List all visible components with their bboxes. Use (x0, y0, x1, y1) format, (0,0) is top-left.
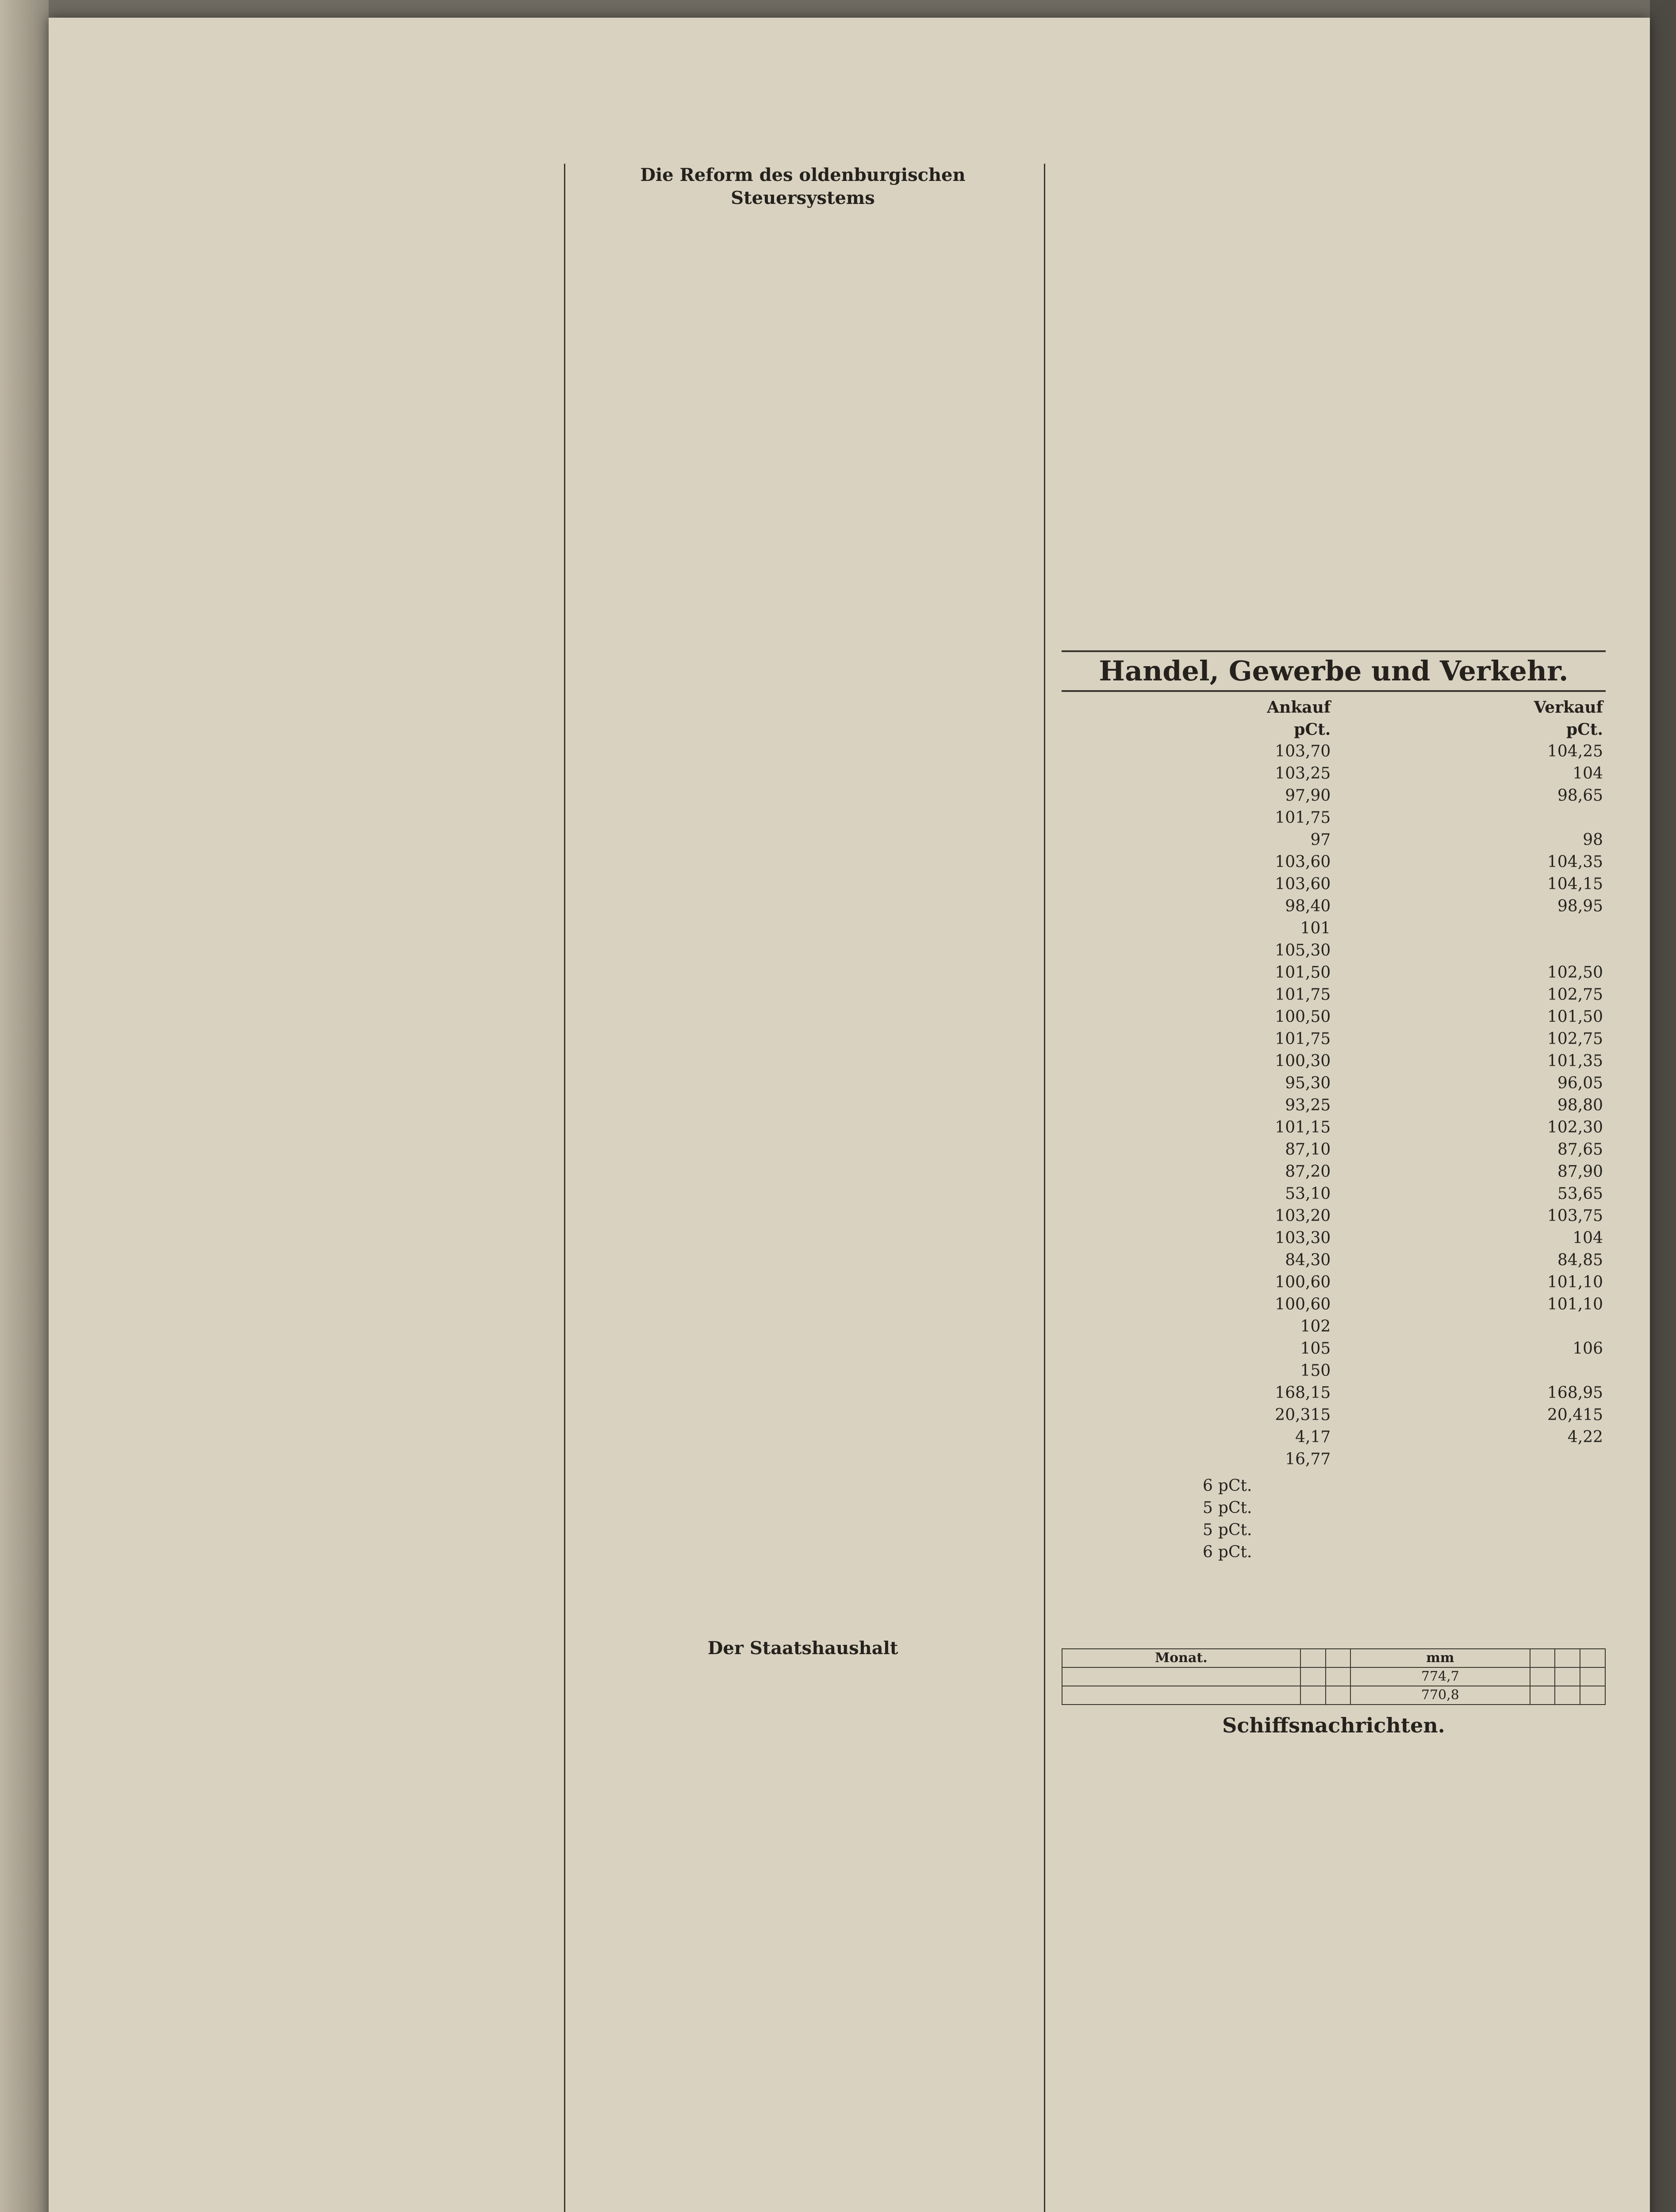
kurs-ankauf: 101,50 (1275, 964, 1331, 982)
kurs-row (1062, 1360, 1606, 1382)
weather-header-cell (1580, 1649, 1605, 1667)
kurs-verkauf: 98 (1583, 831, 1603, 849)
kurs-security (1062, 763, 1081, 785)
kurs-verkauf: 102,30 (1547, 1118, 1603, 1137)
kurs-security (1062, 785, 1081, 807)
weather-cell (1555, 1686, 1580, 1705)
kurs-ankauf: 103,70 (1275, 742, 1331, 760)
bank-rate-value: 5 (1203, 1499, 1213, 1517)
kurs-ankauf: 98,40 (1285, 897, 1331, 915)
kursbericht-table (1062, 696, 1606, 1471)
kurs-ankauf: 102 (1300, 1317, 1331, 1336)
bank-rate-row (1062, 1519, 1606, 1541)
kurs-verkauf: 98,95 (1557, 897, 1603, 915)
kurs-verkauf (1333, 807, 1606, 829)
weather-cell (1062, 1667, 1300, 1686)
kurs-header-verkauf: Verkauf (1534, 698, 1603, 717)
kurs-ankauf: 105 (1300, 1340, 1331, 1358)
kurs-ankauf: 101,15 (1275, 1118, 1331, 1137)
kurs-security (1062, 1249, 1081, 1271)
weather-header-cell (1300, 1649, 1326, 1667)
kurs-ankauf: 103,30 (1275, 1229, 1331, 1247)
unreadable-text (1062, 164, 1606, 349)
kurs-verkauf: 98,65 (1557, 787, 1603, 805)
headline-steuerreform: Die Reform des oldenburgischen Steuersystems (640, 165, 966, 208)
kurs-ankauf: 87,10 (1285, 1141, 1331, 1159)
kurs-row (1062, 1382, 1606, 1404)
kurs-row (1062, 918, 1606, 940)
kurs-verkauf: 102,75 (1547, 986, 1603, 1004)
kurs-security (1062, 1028, 1081, 1050)
kurs-ankauf: 84,30 (1285, 1251, 1331, 1269)
kurs-ankauf: 100,30 (1275, 1052, 1331, 1070)
kurs-verkauf: 102,50 (1547, 964, 1603, 982)
kurs-ankauf: 97 (1310, 831, 1331, 849)
weather-cell (1530, 1686, 1555, 1705)
kurs-ankauf: 103,20 (1275, 1207, 1331, 1225)
kurs-security (1062, 1183, 1081, 1205)
kurs-security (1062, 1404, 1081, 1426)
kurs-ankauf: 101,75 (1275, 1030, 1331, 1048)
kurs-verkauf: 104 (1572, 1229, 1603, 1247)
kurs-verkauf: 4,22 (1567, 1428, 1603, 1446)
bank-rate-row (1062, 1497, 1606, 1519)
newspaper-page (49, 18, 1650, 2212)
weather-cell: 770,8 (1350, 1686, 1530, 1705)
kurs-ankauf: 93,25 (1285, 1096, 1331, 1114)
kurs-security (1062, 1271, 1081, 1294)
kurs-verkauf: 84,85 (1557, 1251, 1603, 1269)
bank-rate-unit: pCt. (1218, 1521, 1252, 1539)
kurs-verkauf (1333, 940, 1606, 962)
kurs-verkauf: 106 (1572, 1340, 1603, 1358)
kurs-row (1062, 1249, 1606, 1271)
kurs-header-security (1062, 696, 1081, 718)
kurs-ankauf: 16,77 (1285, 1450, 1331, 1468)
kurs-verkauf: 101,35 (1547, 1052, 1603, 1070)
column-1 (102, 164, 548, 2212)
kurs-verkauf: 104,35 (1547, 853, 1603, 871)
kurs-row (1062, 1183, 1606, 1205)
weather-cell (1300, 1686, 1326, 1705)
kurs-verkauf: 104 (1572, 764, 1603, 783)
kurs-row (1062, 1271, 1606, 1294)
kurs-row (1062, 785, 1606, 807)
kurs-security (1062, 1117, 1081, 1139)
kurs-ankauf: 87,20 (1285, 1163, 1331, 1181)
kurs-ankauf: 53,10 (1285, 1185, 1331, 1203)
kurs-header-row (1062, 696, 1606, 718)
kurs-security (1062, 940, 1081, 962)
kurs-security (1062, 1139, 1081, 1161)
kurs-ankauf: 100,50 (1275, 1008, 1331, 1026)
kurs-row (1062, 829, 1606, 851)
kurs-security (1062, 1161, 1081, 1183)
kurs-ankauf: 150 (1300, 1362, 1331, 1380)
weather-header-cell: mm (1350, 1649, 1530, 1667)
column-2 (579, 164, 1026, 2212)
kurs-unit-ankauf: pCt. (1294, 720, 1331, 739)
kurs-verkauf: 102,75 (1547, 1030, 1603, 1048)
kurs-units-row (1062, 718, 1606, 741)
kurs-ankauf: 168,15 (1275, 1384, 1331, 1402)
kurs-ankauf: 103,25 (1275, 764, 1331, 783)
kurs-row (1062, 984, 1606, 1006)
headline-staatshaushalt: Der Staatshaushalt (707, 1638, 898, 1659)
kurs-unit-verkauf: pCt. (1566, 720, 1603, 739)
kurs-ankauf: 103,60 (1275, 875, 1331, 893)
kurs-security (1062, 918, 1081, 940)
kurs-security (1062, 962, 1081, 984)
kurs-security (1062, 741, 1081, 763)
weather-table (1062, 1648, 1606, 1705)
kurs-row (1062, 962, 1606, 984)
kurs-ankauf: 101,75 (1275, 809, 1331, 827)
bank-rate-unit: pCt. (1218, 1477, 1252, 1495)
kurs-ankauf: 105,30 (1275, 941, 1331, 960)
kurs-security (1062, 1448, 1081, 1471)
column-rule (1044, 164, 1045, 2212)
weather-cell (1580, 1667, 1605, 1686)
kurs-body (1062, 741, 1606, 1471)
kurs-verkauf: 101,10 (1547, 1273, 1603, 1291)
kurs-row (1062, 1072, 1606, 1094)
kurs-verkauf: 168,95 (1547, 1384, 1603, 1402)
kurs-row (1062, 1117, 1606, 1139)
kurs-row (1062, 1139, 1606, 1161)
kurs-security (1062, 1050, 1081, 1072)
bank-rates-table (1062, 1475, 1606, 1563)
kurs-row (1062, 1006, 1606, 1028)
kurs-ankauf: 20,315 (1275, 1406, 1331, 1424)
weather-header-cell: Monat. (1062, 1649, 1300, 1667)
kurs-row (1062, 1028, 1606, 1050)
kurs-ankauf: 97,90 (1285, 787, 1331, 805)
weather-cell: 774,7 (1350, 1667, 1530, 1686)
kurs-verkauf (1333, 1316, 1606, 1338)
weather-row (1062, 1667, 1605, 1686)
kurs-row (1062, 807, 1606, 829)
kurs-security (1062, 1006, 1081, 1028)
kurs-verkauf: 104,15 (1547, 875, 1603, 893)
kurs-row (1062, 1050, 1606, 1072)
kurs-security (1062, 1072, 1081, 1094)
kurs-security (1062, 1227, 1081, 1249)
kurs-row (1062, 1338, 1606, 1360)
kurs-verkauf: 87,90 (1557, 1163, 1603, 1181)
weather-cell (1530, 1667, 1555, 1686)
kurs-row (1062, 1448, 1606, 1471)
kurs-security (1062, 851, 1081, 873)
kurs-security (1062, 1294, 1081, 1316)
kurs-unit-security (1062, 718, 1081, 741)
weather-row (1062, 1686, 1605, 1705)
previous-page-edge (0, 0, 49, 2212)
kurs-security (1062, 1382, 1081, 1404)
kurs-row (1062, 1161, 1606, 1183)
kurs-ankauf: 100,60 (1275, 1295, 1331, 1313)
weather-header-cell (1326, 1649, 1351, 1667)
weather-cell (1300, 1667, 1326, 1686)
kurs-row (1062, 895, 1606, 918)
kurs-row (1062, 851, 1606, 873)
kurs-security (1062, 984, 1081, 1006)
kurs-security (1062, 1338, 1081, 1360)
binding-edge (1650, 0, 1676, 2212)
weather-cell (1062, 1686, 1300, 1705)
weather-body (1062, 1667, 1605, 1705)
kurs-verkauf: 101,50 (1547, 1008, 1603, 1026)
kurs-row (1062, 1094, 1606, 1117)
kurs-security (1062, 807, 1081, 829)
unreadable-text (579, 212, 1026, 398)
headline-schiffsnachrichten: Schiffsnachrichten. (1222, 1713, 1445, 1737)
kurs-security (1062, 895, 1081, 918)
bank-rate-row (1062, 1541, 1606, 1563)
column-3 (1062, 164, 1606, 2212)
weather-header-cell (1530, 1649, 1555, 1667)
kurs-row (1062, 1404, 1606, 1426)
kurs-ankauf: 95,30 (1285, 1074, 1331, 1092)
kurs-verkauf (1333, 918, 1606, 940)
kurs-verkauf: 87,65 (1557, 1141, 1603, 1159)
kurs-row (1062, 940, 1606, 962)
kurs-verkauf: 53,65 (1557, 1185, 1603, 1203)
kurs-verkauf (1333, 1360, 1606, 1382)
kurs-security (1062, 873, 1081, 895)
kurs-security (1062, 1316, 1081, 1338)
kurs-ankauf: 101 (1300, 919, 1331, 937)
kurs-security (1062, 1094, 1081, 1117)
kurs-verkauf: 20,415 (1547, 1406, 1603, 1424)
kurs-verkauf: 103,75 (1547, 1207, 1603, 1225)
weather-cell (1326, 1667, 1351, 1686)
kurs-verkauf: 98,80 (1557, 1096, 1603, 1114)
column-rule (564, 164, 565, 2212)
kurs-row (1062, 1426, 1606, 1448)
kurs-ankauf: 103,60 (1275, 853, 1331, 871)
bank-rate-unit: pCt. (1218, 1499, 1252, 1517)
kurs-row (1062, 873, 1606, 895)
kurs-row (1062, 1227, 1606, 1249)
kurs-ankauf: 101,75 (1275, 986, 1331, 1004)
kurs-security (1062, 1426, 1081, 1448)
kurs-verkauf: 104,25 (1547, 742, 1603, 760)
weather-cell (1555, 1667, 1580, 1686)
bank-body (1062, 1475, 1606, 1563)
weather-cell (1580, 1686, 1605, 1705)
weather-cell (1326, 1686, 1351, 1705)
bank-rate-value: 6 (1203, 1477, 1213, 1495)
bank-rate-value: 5 (1203, 1521, 1213, 1539)
bank-rate-row (1062, 1475, 1606, 1497)
kurs-ankauf: 4,17 (1295, 1428, 1331, 1446)
kurs-verkauf (1333, 1448, 1606, 1471)
kurs-header-ankauf: Ankauf (1267, 698, 1331, 717)
weather-header-cell (1555, 1649, 1580, 1667)
section-title-handel: Handel, Gewerbe und Verkehr. (1062, 650, 1606, 692)
kurs-security (1062, 1360, 1081, 1382)
kurs-row (1062, 1316, 1606, 1338)
kurs-security (1062, 829, 1081, 851)
bank-rate-value: 6 (1203, 1543, 1213, 1561)
kurs-row (1062, 1205, 1606, 1227)
kurs-row (1062, 1294, 1606, 1316)
kurs-verkauf: 101,10 (1547, 1295, 1603, 1313)
kurs-row (1062, 763, 1606, 785)
kurs-verkauf: 96,05 (1557, 1074, 1603, 1092)
kurs-ankauf: 100,60 (1275, 1273, 1331, 1291)
kurs-security (1062, 1205, 1081, 1227)
bank-rate-unit: pCt. (1218, 1543, 1252, 1561)
kurs-row (1062, 741, 1606, 763)
unreadable-text (1062, 1571, 1606, 1641)
weather-header-row (1062, 1649, 1605, 1667)
